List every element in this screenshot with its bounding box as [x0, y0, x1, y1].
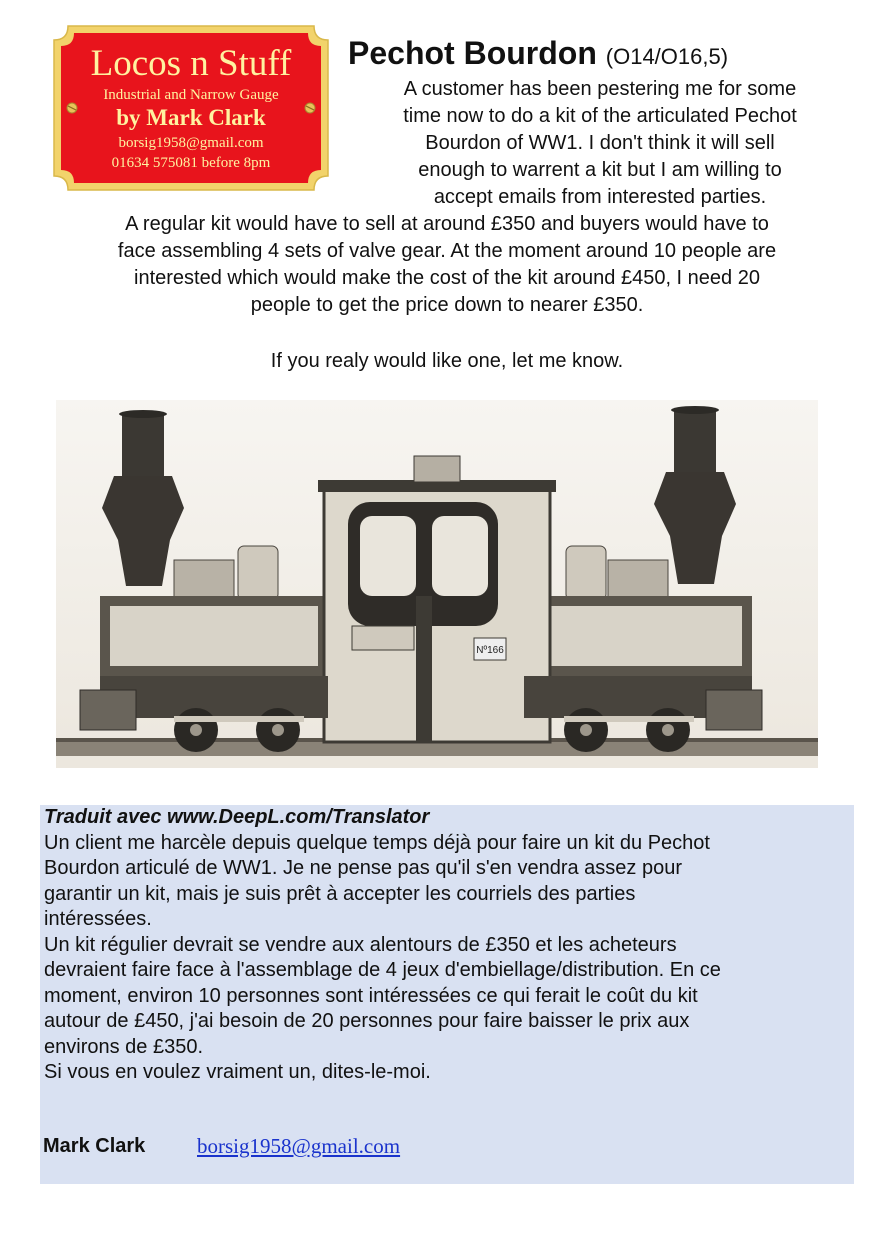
logo-phone: 01634 575081 before 8pm	[111, 155, 271, 171]
logo-subtitle: Industrial and Narrow Gauge	[103, 87, 279, 103]
intro-paragraph	[350, 76, 850, 211]
translation-line: Bourdon articulé de WW1. Je ne pense pas qu'il s'en vendra assez pour	[44, 857, 682, 879]
translation-line: Si vous en voulez vraiment un, dites-le-moi.	[44, 1061, 431, 1083]
logo-byline: by Mark Clark	[116, 105, 266, 130]
intro-line: accept emails from interested parties.	[433, 186, 767, 208]
pricing-line: face assembling 4 sets of valve gear. At the moment around 10 people are	[117, 240, 777, 262]
pricing-line: A regular kit would have to sell at around £350 and buyers would have to	[125, 213, 769, 235]
logo-plaque	[52, 24, 330, 192]
translation-line: moment, environ 10 personnes sont intéressées ce qui ferait le coût du kit	[44, 984, 698, 1007]
logo-email: borsig1958@gmail.com	[118, 135, 264, 151]
plate-number-label: Nº166	[476, 645, 504, 656]
translation-line: Un kit régulier devrait se vendre aux alentours de £350 et les acheteurs	[44, 933, 677, 956]
call-to-action: If you realy would like one, let me know.	[270, 350, 624, 372]
translation-line: devraient faire face à l'assemblage de 4 jeux d'embiellage/distribution. En ce	[44, 959, 721, 981]
locomotive-photo	[56, 400, 818, 768]
intro-line: A customer has been pestering me for some	[403, 78, 797, 100]
translation-line: Un client me harcèle depuis quelque temps déjà pour faire un kit du Pechot	[44, 831, 710, 854]
intro-line: time now to do a kit of the articulated Pechot	[403, 105, 797, 127]
intro-line: Bourdon of WW1. I don't think it will sell	[425, 132, 775, 154]
translation-line: autour de £450, j'ai besoin de 20 personnes pour faire baisser le prix aux	[44, 1010, 690, 1032]
intro-line: enough to warrent a kit but I am willing to	[418, 159, 782, 181]
title-text: Pechot Bourdon	[348, 35, 597, 71]
logo-title: Locos n Stuff	[90, 43, 292, 84]
translation-line: environs de £350.	[44, 1035, 204, 1058]
translation-line: intéressées.	[44, 908, 152, 930]
signature-email-link[interactable]: borsig1958@gmail.com	[197, 1134, 401, 1158]
page-title	[348, 34, 728, 76]
translation-line: garantir un kit, mais je suis prêt à accepter les courriels des parties	[44, 882, 636, 905]
gauge-text: (O14/O16,5)	[605, 44, 729, 69]
pricing-line: people to get the price down to nearer £350.	[250, 294, 644, 316]
translation-credit: Traduit avec www.DeepL.com/Translator	[44, 806, 430, 828]
translation-box	[40, 805, 854, 1184]
pricing-paragraph	[40, 211, 854, 319]
pricing-line: interested which would make the cost of the kit around £450, I need 20	[134, 267, 760, 289]
signature-name: Mark Clark	[43, 1135, 146, 1157]
